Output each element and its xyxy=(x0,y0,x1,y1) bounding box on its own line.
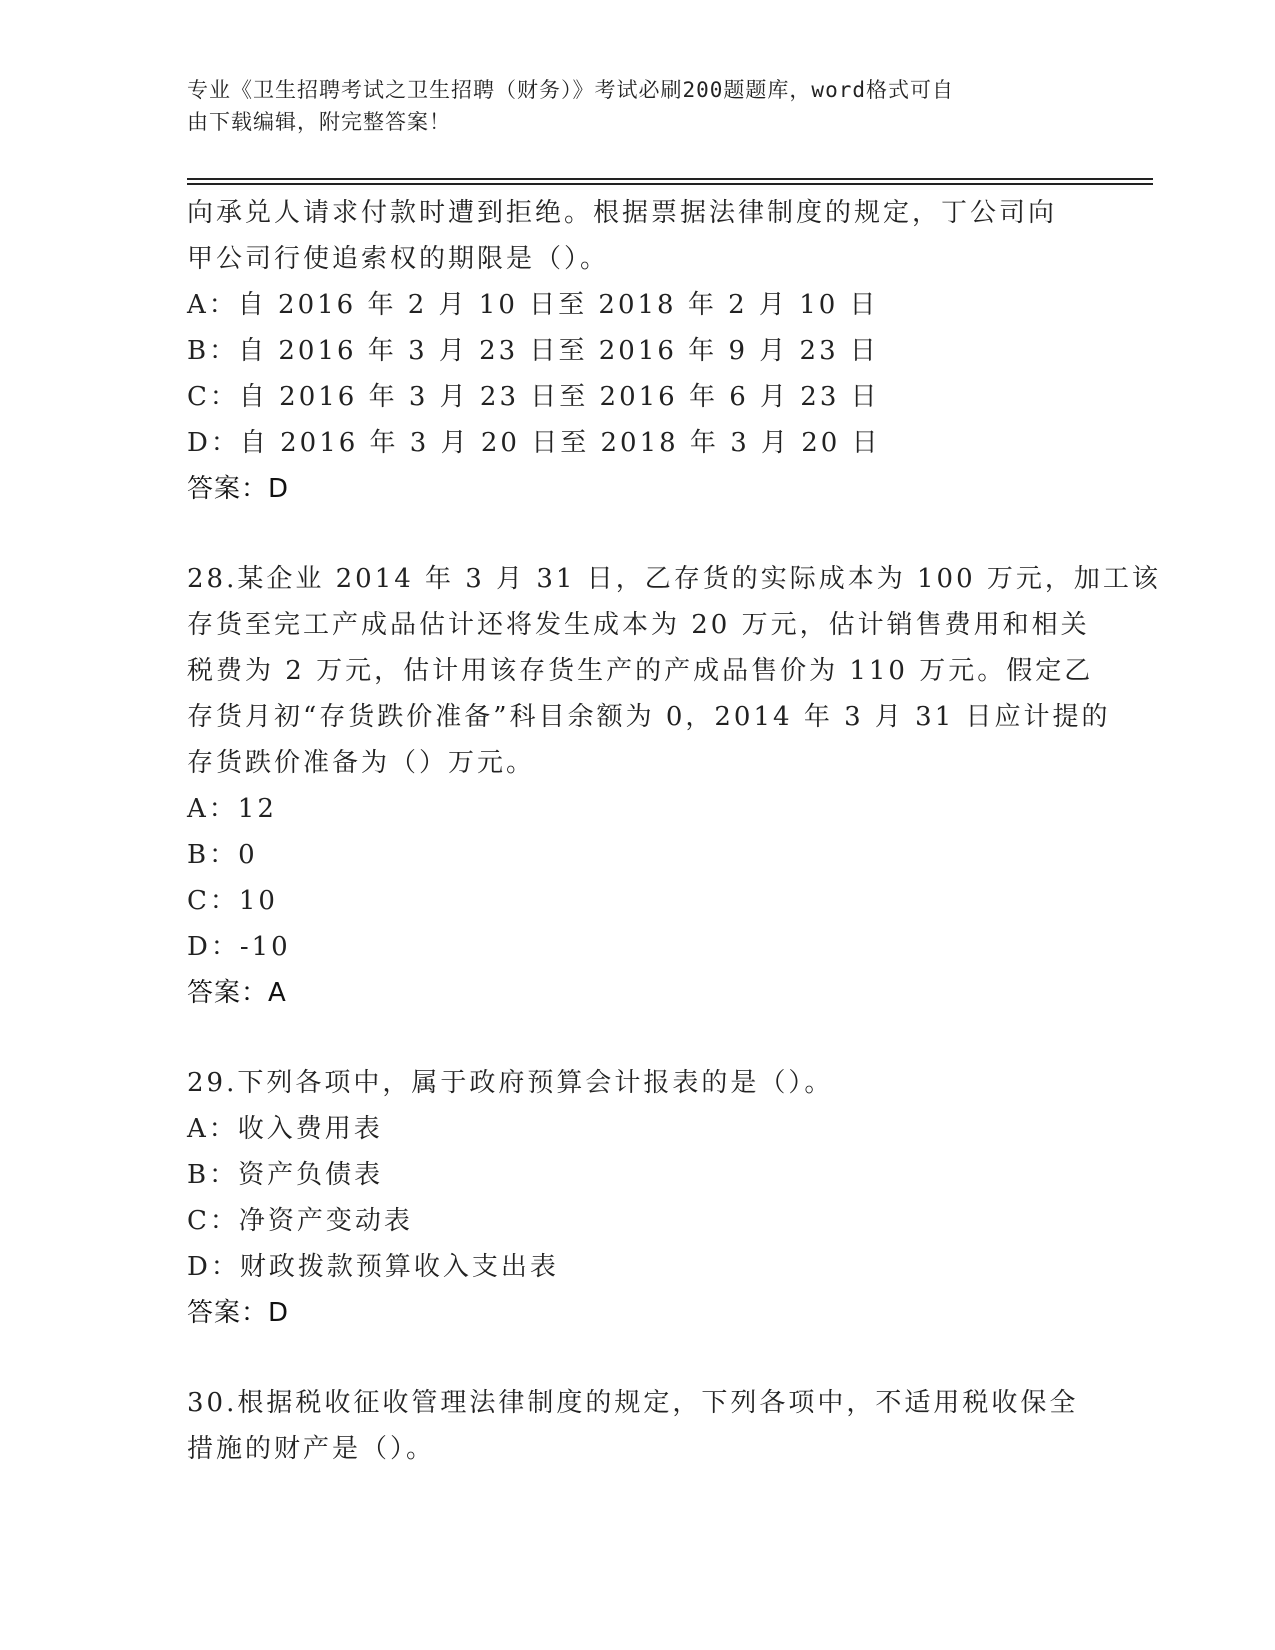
question-30 xyxy=(187,1380,1087,1472)
header-divider-bottom xyxy=(187,183,1153,185)
question-list xyxy=(187,190,1161,1472)
option-d: D：自 2016 年 3 月 20 日至 2018 年 3 月 20 日 xyxy=(187,428,881,458)
answer-line: 答案：A xyxy=(187,978,287,1008)
option-c: C：净资产变动表 xyxy=(187,1206,413,1236)
option-c: C：10 xyxy=(187,886,278,916)
question-28 xyxy=(187,556,1161,1016)
question-text-line: 措施的财产是（）。 xyxy=(187,1434,436,1464)
option-d: D：-10 xyxy=(187,932,291,962)
question-text-line: 存货至完工产成品估计还将发生成本为 20 万元，估计销售费用和相关 xyxy=(187,610,1090,640)
question-text-line: 税费为 2 万元，估计用该存货生产的产成品售价为 110 万元。假定乙 xyxy=(187,656,1094,686)
document-header xyxy=(187,74,1067,138)
option-a: A：自 2016 年 2 月 10 日至 2018 年 2 月 10 日 xyxy=(187,290,879,320)
spacer xyxy=(187,512,1087,556)
answer-line: 答案：D xyxy=(187,1298,290,1328)
option-b: B：自 2016 年 3 月 23 日至 2016 年 9 月 23 日 xyxy=(187,336,879,366)
option-d: D：财政拨款预算收入支出表 xyxy=(187,1252,559,1282)
question-text-line: 存货跌价准备为（）万元。 xyxy=(187,748,536,778)
spacer xyxy=(187,1016,1087,1060)
header-divider-top xyxy=(187,178,1153,180)
question-text-line: 甲公司行使追索权的期限是（）。 xyxy=(187,244,610,274)
option-a: A：收入费用表 xyxy=(187,1114,383,1144)
question-text-line: 存货月初“存货跌价准备”科目余额为 0，2014 年 3 月 31 日应计提的 xyxy=(187,702,1111,732)
question-29 xyxy=(187,1060,1087,1336)
option-b: B：资产负债表 xyxy=(187,1160,384,1190)
question-text-line: 向承兑人请求付款时遭到拒绝。根据票据法律制度的规定，丁公司向 xyxy=(187,198,1058,228)
question-text-line: 30.根据税收征收管理法律制度的规定，下列各项中，不适用税收保全 xyxy=(187,1388,1079,1418)
question-text-line: 28.某企业 2014 年 3 月 31 日，乙存货的实际成本为 100 万元，加工该 xyxy=(187,564,1161,594)
header-line-2: 由下载编辑，附完整答案！ xyxy=(187,110,451,134)
header-line-1: 专业《卫生招聘考试之卫生招聘（财务）》考试必刷200题题库，word格式可自 xyxy=(187,78,954,102)
spacer xyxy=(187,1336,1087,1380)
option-b: B：0 xyxy=(187,840,258,870)
option-a: A：12 xyxy=(187,794,277,824)
answer-line: 答案：D xyxy=(187,474,290,504)
question-27-continued xyxy=(187,190,1087,512)
question-text-line: 29.下列各项中，属于政府预算会计报表的是（）。 xyxy=(187,1068,834,1098)
option-c: C：自 2016 年 3 月 23 日至 2016 年 6 月 23 日 xyxy=(187,382,880,412)
